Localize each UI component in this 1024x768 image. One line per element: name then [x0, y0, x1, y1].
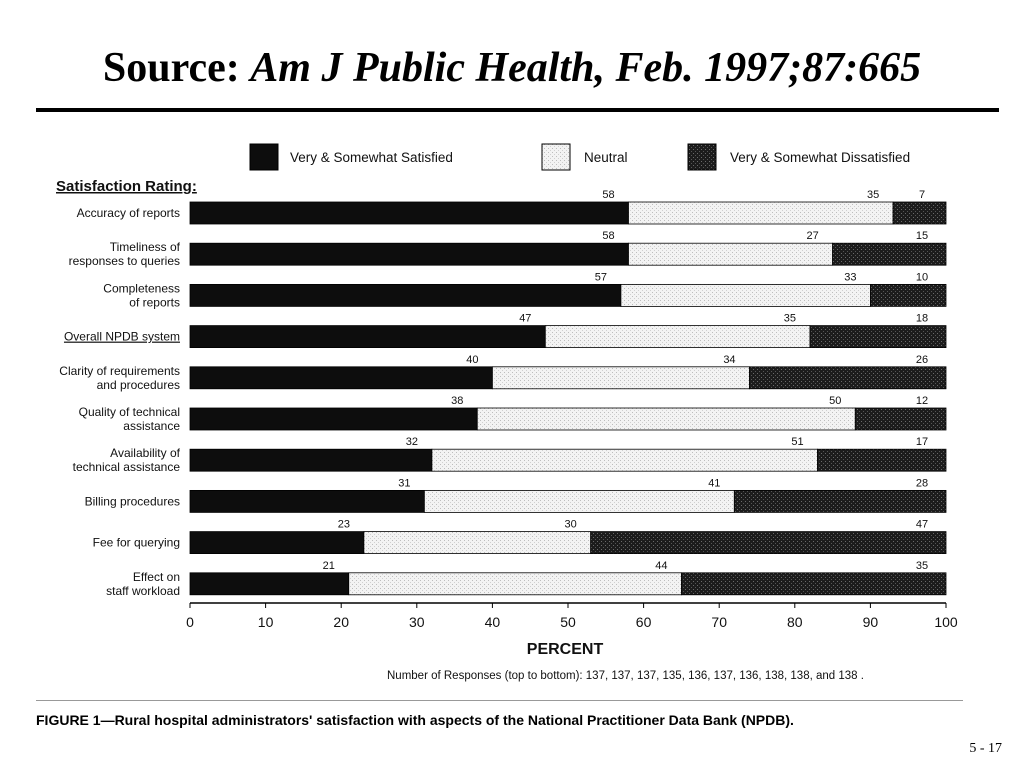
bar-2-row-5 — [492, 367, 749, 389]
category-label-1: Accuracy of reports — [76, 206, 180, 220]
title-prefix: Source: — [102, 45, 240, 91]
x-tick-label-11: 100 — [934, 614, 958, 630]
bar-1-row-1 — [190, 202, 628, 224]
value-label-2-row-6: 50 — [829, 395, 842, 407]
bar-2-row-10 — [349, 573, 682, 595]
value-label-2-row-8: 41 — [708, 477, 721, 490]
bar-1-row-7 — [190, 449, 432, 471]
category-label-3: Completeness of reports — [103, 281, 180, 310]
value-label-1-row-1: 58 — [602, 189, 615, 201]
bar-1-row-5 — [190, 367, 492, 389]
bar-2-row-7 — [432, 449, 818, 471]
x-axis-title: PERCENT — [526, 641, 604, 658]
value-label-3-row-1: 7 — [918, 189, 926, 201]
category-label-6: Quality of technical assistance — [78, 405, 180, 433]
bar-1-row-6 — [190, 408, 477, 430]
bar-2-row-3 — [621, 284, 870, 306]
value-label-2-row-7: 51 — [791, 436, 804, 449]
bar-2-row-4 — [545, 326, 810, 348]
bar-1-row-4 — [190, 326, 545, 348]
bar-3-row-1 — [893, 202, 946, 224]
value-label-3-row-2: 15 — [915, 230, 929, 243]
bar-3-row-4 — [810, 326, 946, 348]
legend-swatch-1 — [250, 144, 278, 170]
bar-2-row-9 — [364, 532, 591, 554]
value-label-1-row-7: 32 — [405, 436, 419, 449]
bar-3-row-10 — [681, 573, 946, 595]
bar-3-row-7 — [817, 449, 946, 471]
x-tick-label-9: 80 — [787, 614, 803, 630]
bar-series-group — [190, 189, 946, 595]
legend-label-1: Very & Somewhat Satisfied — [290, 150, 453, 165]
bar-1-row-10 — [190, 573, 349, 595]
value-label-2-row-4: 35 — [783, 312, 797, 325]
value-label-1-row-2: 58 — [602, 230, 615, 243]
category-label-4: Overall NPDB system — [63, 329, 180, 344]
category-label-5: Clarity of requirements and procedures — [59, 363, 180, 392]
value-label-2-row-3: 33 — [844, 271, 857, 284]
x-tick-label-1: 0 — [186, 614, 194, 630]
bar-2-row-2 — [628, 243, 832, 265]
value-label-2-row-10: 44 — [655, 559, 668, 572]
category-label-2: Timeliness of responses to queries — [68, 240, 180, 269]
category-label-10: Effect on staff workload — [106, 569, 180, 598]
value-label-3-row-10: 35 — [915, 559, 929, 572]
value-label-3-row-4: 18 — [915, 312, 929, 325]
slide-title — [0, 44, 1024, 92]
bar-2-row-6 — [477, 408, 855, 430]
figure-caption: FIGURE 1—Rural hospital administrators' satisfaction with aspects of the National Practitioner Data Bank (NPDB). — [36, 712, 794, 728]
bar-3-row-6 — [855, 408, 946, 430]
category-labels — [59, 206, 180, 598]
value-label-3-row-3: 10 — [915, 271, 929, 284]
value-label-3-row-7: 17 — [915, 436, 929, 449]
title-divider — [36, 108, 999, 112]
figure-divider — [36, 700, 963, 701]
title-citation: Am J Public Health, Feb. 1997;87:665 — [250, 45, 922, 91]
category-label-9: Fee for querying — [92, 535, 180, 550]
value-label-1-row-5: 40 — [466, 353, 479, 366]
bar-1-row-3 — [190, 284, 621, 306]
value-label-1-row-4: 47 — [519, 312, 532, 325]
bar-2-row-1 — [628, 202, 893, 224]
x-axis — [186, 603, 958, 682]
bar-1-row-8 — [190, 490, 424, 512]
legend-swatch-3 — [688, 144, 716, 170]
bar-1-row-9 — [190, 532, 364, 554]
bar-1-row-2 — [190, 243, 628, 265]
bar-3-row-5 — [749, 367, 946, 389]
value-label-2-row-9: 30 — [564, 518, 577, 531]
value-label-2-row-5: 34 — [723, 353, 736, 366]
value-label-2-row-2: 27 — [806, 230, 819, 243]
category-label-8: Billing procedures — [84, 494, 180, 509]
value-label-3-row-5: 26 — [915, 353, 929, 366]
bar-2-row-8 — [424, 490, 734, 512]
category-axis-title: Satisfaction Rating: — [56, 178, 197, 195]
value-label-3-row-9: 47 — [915, 518, 929, 531]
x-tick-label-4: 30 — [409, 614, 425, 630]
x-tick-label-8: 70 — [711, 614, 727, 630]
value-label-1-row-6: 38 — [451, 395, 464, 407]
x-tick-label-2: 10 — [257, 614, 274, 630]
value-label-3-row-6: 12 — [915, 395, 929, 407]
value-label-3-row-8: 28 — [915, 477, 929, 490]
satisfaction-chart — [0, 130, 1024, 690]
value-label-1-row-8: 31 — [398, 477, 411, 490]
x-tick-label-5: 40 — [484, 614, 501, 630]
bar-3-row-9 — [591, 532, 946, 554]
value-label-1-row-3: 57 — [594, 271, 608, 284]
value-label-1-row-9: 23 — [337, 518, 351, 531]
x-tick-label-6: 50 — [560, 614, 576, 630]
responses-note: Number of Responses (top to bottom): 137, 137, 137, 135, 136, 137, 136, 138, 138, and 138 . — [387, 670, 864, 682]
value-label-1-row-10: 21 — [322, 559, 335, 572]
x-tick-label-10: 90 — [862, 614, 879, 630]
chart-legend — [250, 144, 910, 170]
x-tick-label-3: 20 — [333, 614, 349, 630]
x-tick-label-7: 60 — [635, 614, 652, 630]
bar-3-row-3 — [870, 284, 946, 306]
bar-3-row-2 — [833, 243, 946, 265]
value-label-2-row-1: 35 — [866, 189, 880, 201]
legend-swatch-2 — [542, 144, 570, 170]
category-label-7: Availability of technical assistance — [72, 446, 180, 475]
legend-label-2: Neutral — [584, 150, 628, 165]
legend-label-3: Very & Somewhat Dissatisfied — [730, 150, 911, 165]
bar-3-row-8 — [734, 490, 946, 512]
slide-number: 5 - 17 — [969, 741, 1002, 756]
